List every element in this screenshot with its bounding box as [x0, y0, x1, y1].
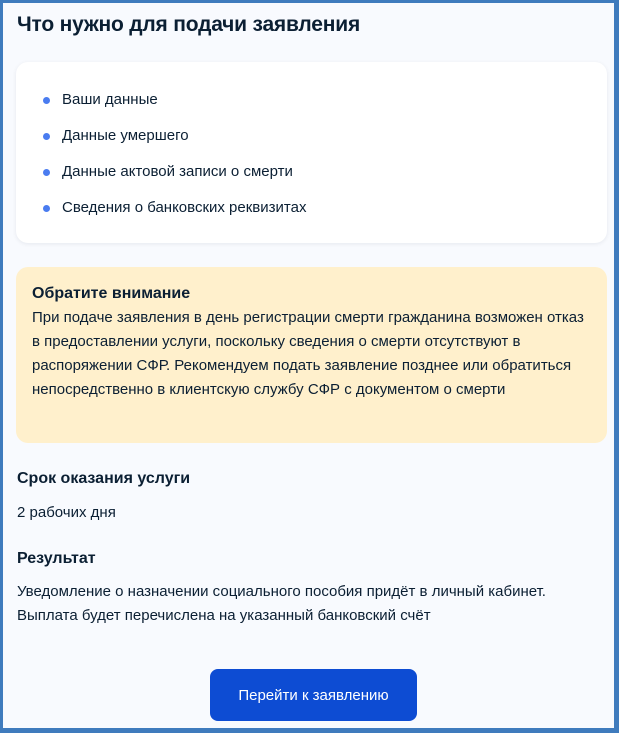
result-section: [17, 549, 607, 628]
list-item: [40, 90, 306, 126]
page-title: Что нужно для подачи заявления: [17, 13, 361, 36]
list-item-label: Ваши данные: [62, 91, 158, 108]
list-item-label: Сведения о банковских реквизитах: [62, 199, 307, 216]
term-section: [17, 469, 607, 525]
bullet-icon: [43, 133, 50, 140]
go-to-application-button[interactable]: Перейти к заявлению: [210, 669, 417, 721]
list-item-label: Данные актовой записи о смерти: [62, 163, 293, 180]
requirements-card: [16, 62, 607, 243]
requirements-list: [40, 90, 306, 234]
notice-title: Обратите внимание: [32, 285, 191, 302]
bullet-icon: [43, 205, 50, 212]
bullet-icon: [43, 97, 50, 104]
result-line-2: Выплата будет перечислена на указанный банковский счёт: [17, 607, 431, 624]
list-item-label: Данные умершего: [62, 127, 189, 144]
list-item: [40, 162, 306, 198]
notice-card: [16, 267, 607, 443]
result-title: Результат: [17, 550, 96, 567]
list-item: [40, 126, 306, 162]
result-line-1: Уведомление о назначении социального пособия придёт в личный кабинет.: [17, 583, 546, 600]
result-text: [17, 580, 607, 628]
term-title: Срок оказания услуги: [17, 470, 191, 487]
term-value: 2 рабочих дня: [17, 504, 116, 521]
bullet-icon: [43, 169, 50, 176]
list-item: [40, 198, 306, 234]
notice-text: При подаче заявления в день регистрации смерти гражданина возможен отказ в предоставлении услуги, поскольку сведения о смерти отсутствуют в распоряжении СФР. Рекомендуем подать заявление позднее или обратиться непосредственно в клиентскую службу СФР с документом о смерти: [32, 309, 584, 398]
